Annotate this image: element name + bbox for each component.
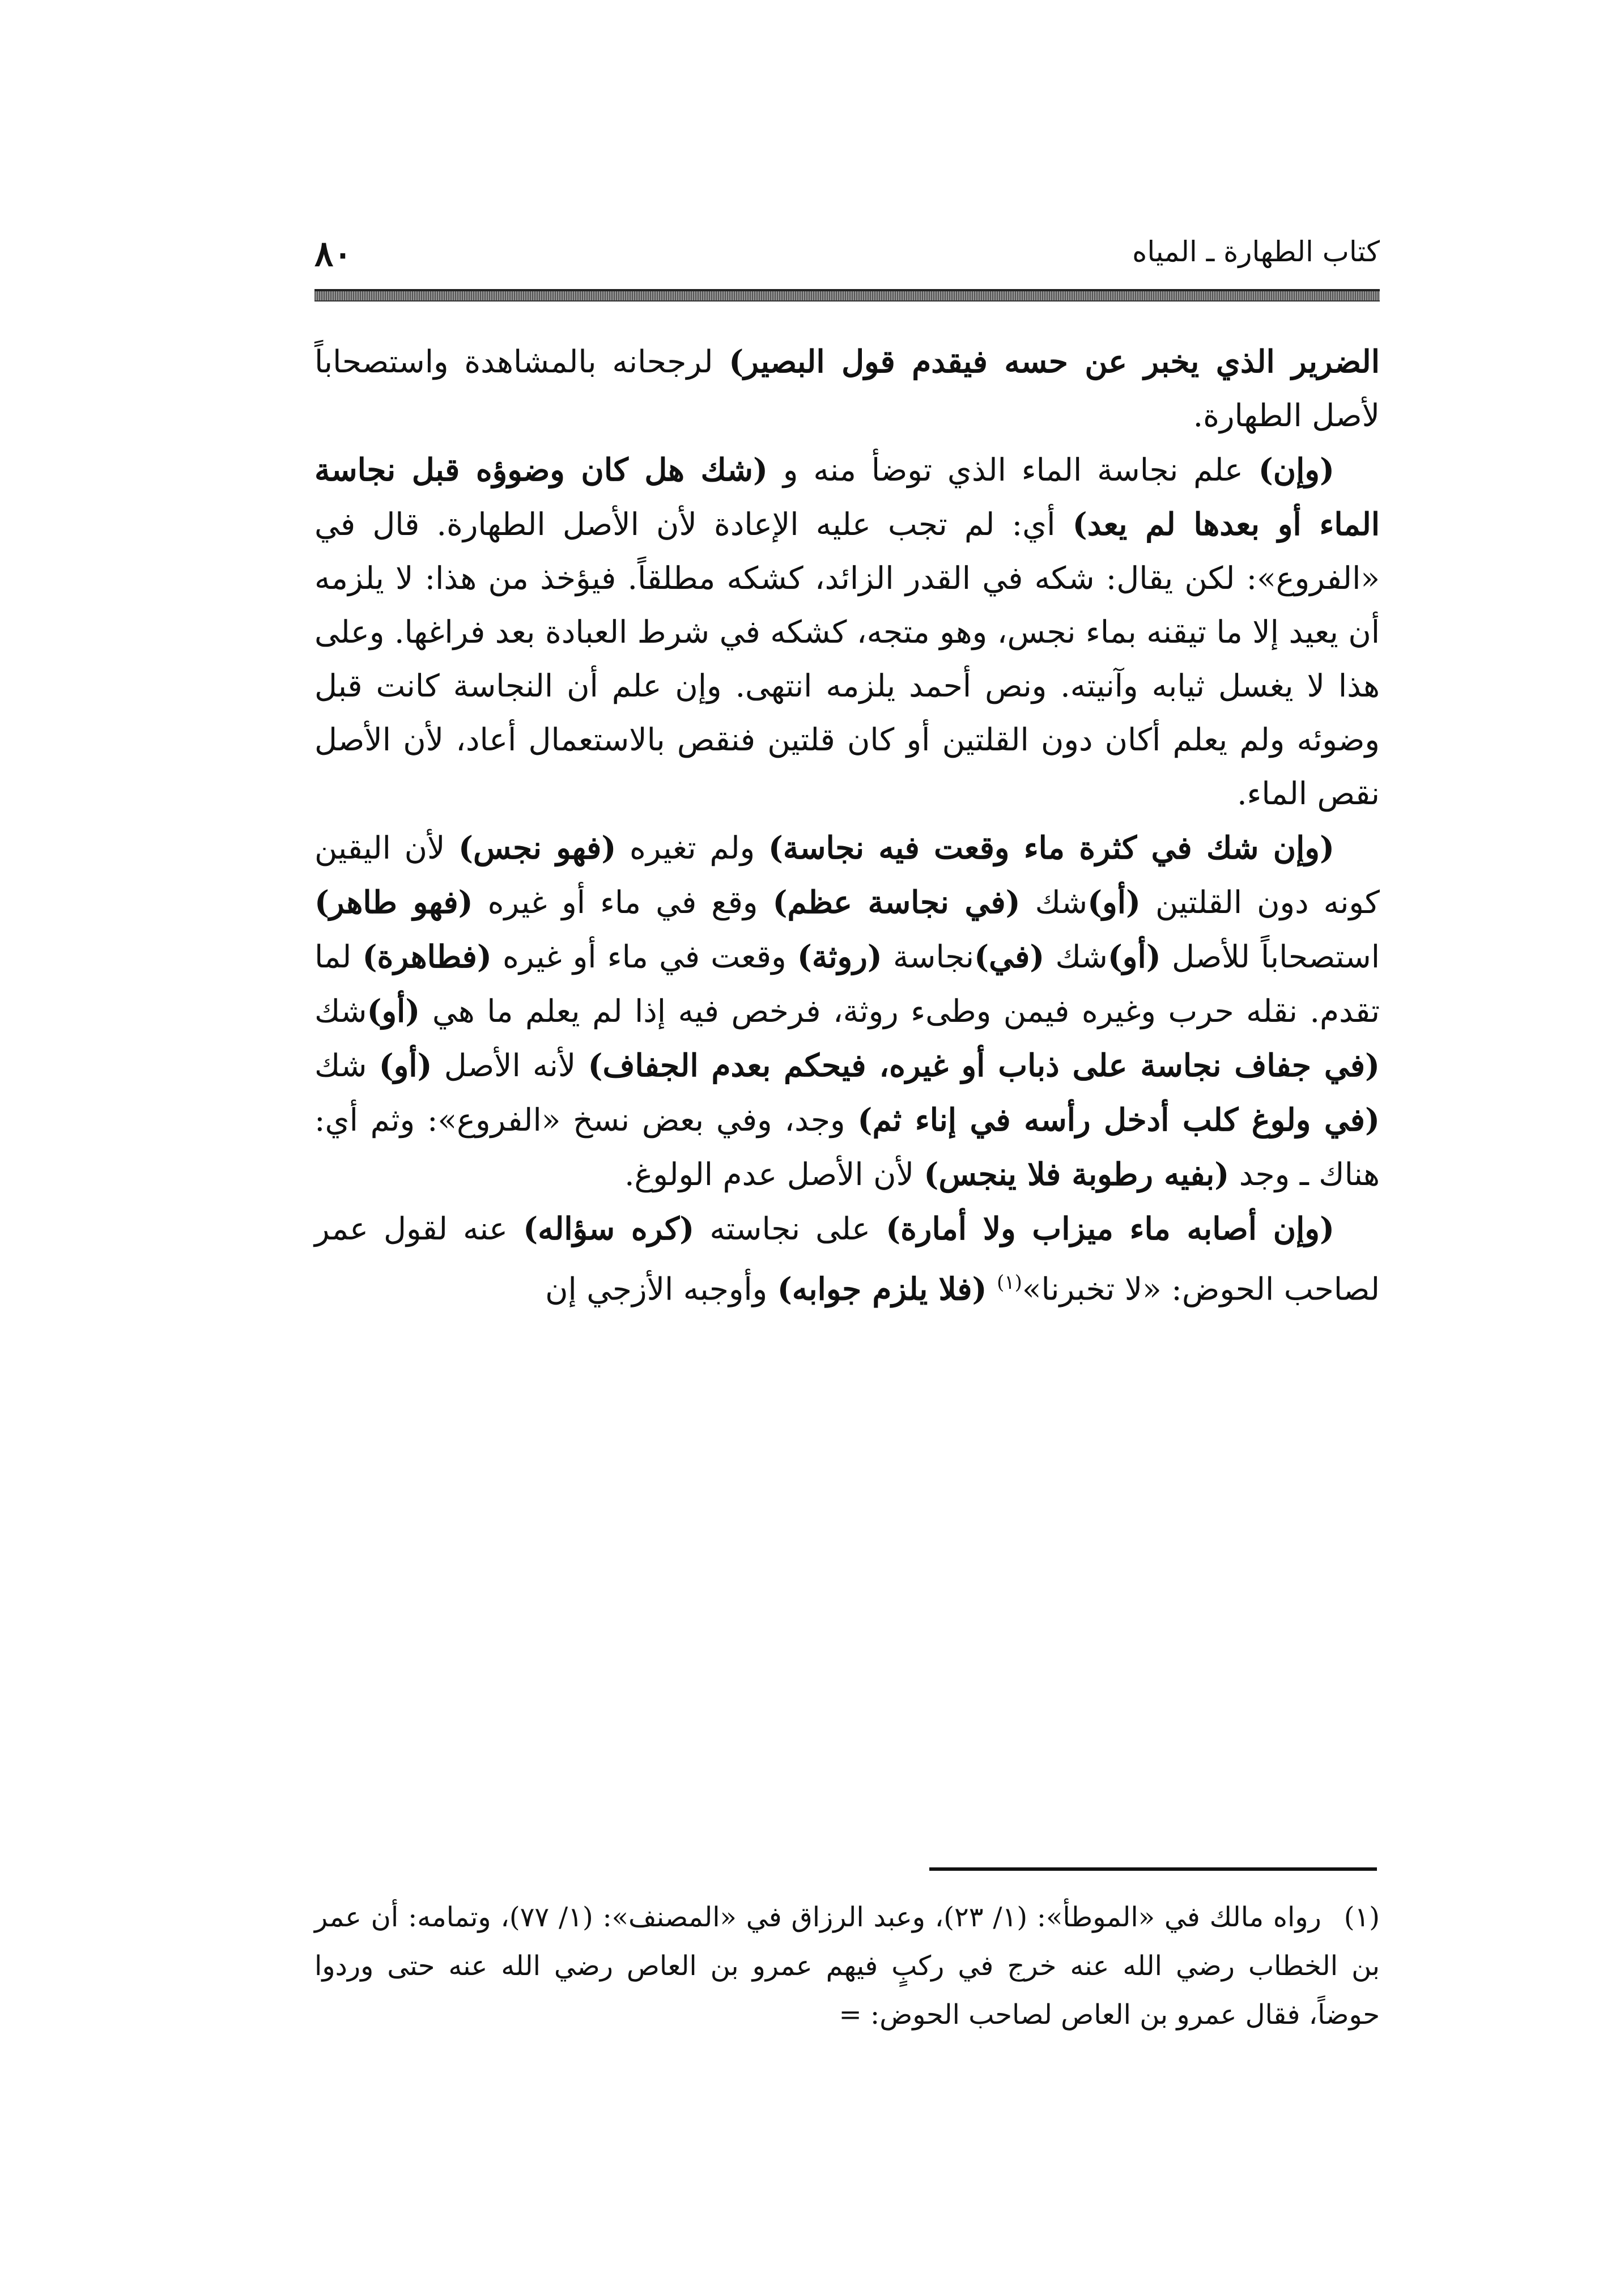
text-span: وأوجبه الأزجي إن bbox=[545, 1271, 777, 1307]
text-span: وقعت في ماء أو غيره bbox=[491, 939, 797, 975]
bold-span: (أو) bbox=[379, 1047, 432, 1084]
main-text bbox=[314, 334, 1380, 1316]
text-span: لرجحانه بالمشاهدة واستصحاباً لأصل الطهارة. bbox=[314, 343, 1380, 434]
text-span: لأن الأصل عدم الولوغ. bbox=[624, 1156, 924, 1192]
footnotes bbox=[314, 1893, 1380, 2039]
footnote-separator bbox=[929, 1867, 1377, 1871]
text-span: على نجاسته bbox=[694, 1211, 886, 1247]
text-span: وجد، وفي بعض نسخ «الفروع»: وثم أي: هناك ـ وجد bbox=[314, 1102, 1380, 1192]
bold-span: (فطاهرة) bbox=[362, 938, 492, 975]
bold-span: (فهو طاهر) bbox=[314, 884, 473, 920]
bold-span: (فلا يلزم جوابه) bbox=[777, 1270, 987, 1307]
page-header bbox=[314, 224, 1380, 286]
paragraph-1 bbox=[314, 334, 1380, 443]
footnote-1 bbox=[314, 1893, 1380, 2039]
bold-span: الضرير الذي يخبر عن حسه فيقدم قول البصير) bbox=[729, 343, 1380, 380]
text-span: شك bbox=[314, 1047, 379, 1084]
running-title: كتاب الطهارة ـ المياه bbox=[1132, 235, 1380, 268]
text-span: شك bbox=[1044, 939, 1108, 975]
text-span: ولم تغيره bbox=[616, 830, 768, 866]
footnote-marker[interactable]: (١) bbox=[997, 1271, 1022, 1294]
bold-span: (أو) bbox=[367, 992, 420, 1029]
bold-span: (أو) bbox=[1107, 938, 1161, 975]
bold-span: (في جفاف نجاسة على ذباب أو غيره، فيحكم بعدم الجفاف) bbox=[588, 1047, 1380, 1084]
bold-span: (في) bbox=[974, 938, 1045, 975]
footnote-text: رواه مالك في «الموطأ»: (١/ ٢٣)، وعبد الرزاق في «المصنف»: (١/ ٧٧)، وتمامه: أن عمر بن الخطاب رضي الله عنه خرج في ركبٍ فيهم عمرو بن العاص رضي الله عنه حتى وردوا حوضاً، فقال عمرو بن العاص لصاحب الحوض: = bbox=[314, 1901, 1380, 2031]
bold-span: (وإن شك في كثرة ماء وقعت فيه نجاسة) bbox=[768, 829, 1334, 866]
bold-span: (في ولوغ كلب أدخل رأسه في إناء ثم) bbox=[857, 1101, 1380, 1138]
bold-span: (روثة) bbox=[797, 938, 882, 975]
text-span: شك bbox=[314, 993, 367, 1029]
bold-span: (فهو نجس) bbox=[458, 829, 617, 866]
text-span: شك bbox=[1020, 884, 1088, 920]
text-span bbox=[987, 1271, 997, 1307]
text-span: وقع في ماء أو غيره bbox=[473, 884, 773, 920]
text-span: استصحاباً للأصل bbox=[1160, 939, 1380, 975]
text-span: لأن اليقين كونه دون القلتين bbox=[314, 830, 1380, 920]
header-rule bbox=[314, 289, 1380, 302]
bold-span: (وإن) bbox=[1258, 451, 1334, 488]
bold-span: (في نجاسة عظم) bbox=[772, 884, 1021, 920]
bold-span: (وإن أصابه ماء ميزاب ولا أمارة) bbox=[886, 1210, 1334, 1247]
text-span: لما تقدم. نقله حرب وغيره فيمن وطىء روثة، فرخص فيه إذا لم يعلم ما هي bbox=[314, 939, 1380, 1029]
bold-span: (أو) bbox=[1087, 884, 1141, 920]
text-span: أي: لم تجب عليه الإعادة لأن الأصل الطهارة. قال في «الفروع»: لكن يقال: شكه في القدر الزائد، كشكه مطلقاً. فيؤخذ من هذا: لا يلزمه أن يعيد إلا ما تيقنه بماء نجس، وهو متجه، كشكه في شرط العبادة بعد فراغها. وعلى هذا لا يغسل ثيابه وآنيته. ونص أحمد يلزمه انتهى. وإن علم أن النجاسة كانت قبل وضوئه ولم يعلم أكان دون القلتين أو كان قلتين فنقص بالاستعمال أعاد، لأن الأصل نقص الماء. bbox=[314, 506, 1380, 812]
text-span: علم نجاسة الماء الذي توضأ منه و bbox=[768, 452, 1259, 488]
bold-span: (كره سؤاله) bbox=[523, 1210, 695, 1247]
text-span: عنه لقول عمر لصاحب الحوض: «لا تخبرنا» bbox=[314, 1211, 1380, 1307]
paragraph-4 bbox=[314, 1201, 1380, 1316]
footnote-number: (١) bbox=[1344, 1901, 1380, 1933]
bold-span: (شك هل كان وضوؤه قبل نجاسة الماء أو بعدها لم يعد) bbox=[314, 451, 1380, 542]
text-span: نجاسة bbox=[882, 939, 975, 975]
paragraph-2 bbox=[314, 443, 1380, 821]
page-number: ٨٠ bbox=[314, 233, 352, 274]
bold-span: (بفيه رطوبة فلا ينجس) bbox=[924, 1156, 1230, 1192]
text-span: لأنه الأصل bbox=[432, 1047, 588, 1084]
paragraph-3 bbox=[314, 821, 1380, 1201]
